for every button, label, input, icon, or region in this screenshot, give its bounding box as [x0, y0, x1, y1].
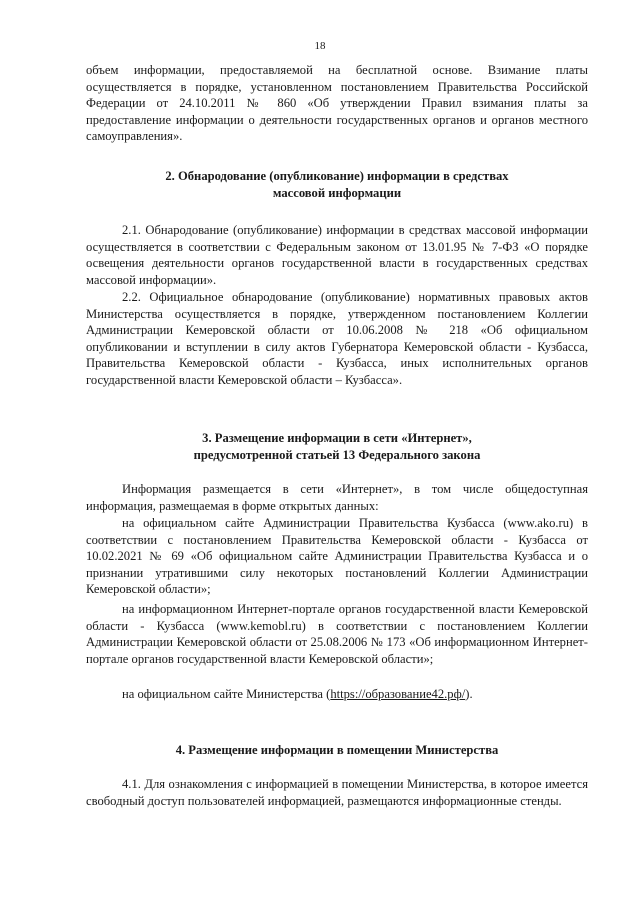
paragraph-intro: объем информации, предоставляемой на бесплатной основе. Взимание платы осуществляется в порядке, установленном постановлением Правительства Российской Федерации от 24.10.2011 № 860 «Об утверждении Правил взимания платы за предоставление информации о деятельности государственных органов и органов местного самоуправления». — [86, 63, 588, 144]
section-2-heading — [86, 168, 588, 201]
ministry-site-text-after: ). — [465, 687, 473, 701]
page-number: 18 — [314, 40, 326, 52]
section-4-heading: 4. Размещение информации в помещении Министерства — [175, 743, 499, 757]
section-2-heading-line-2: массовой информации — [272, 185, 402, 200]
paragraph-3-intro: Информация размещается в сети «Интернет», в том числе общедоступная информация, размещаемая в форме открытых данных: — [86, 482, 588, 513]
section-3-heading — [86, 430, 588, 463]
section-3-heading-line-2: предусмотренной статьей 13 Федерального закона — [193, 447, 481, 462]
paragraph-2-1: 2.1. Обнародование (опубликование) информации в средствах массовой информации осуществляется в соответствии с Федеральным законом от 13.01.95 № 7-ФЗ «О порядке освещения деятельности органов государственной власти в государственных средствах массовой информации». — [86, 223, 588, 287]
ministry-site-text-before: на официальном сайте Министерства ( — [122, 687, 331, 701]
paragraph-3-ministry-site — [86, 686, 588, 703]
paragraph-3-kemobl: на информационном Интернет-портале органов государственной власти Кемеровской области - Кузбасса (www.kemobl.ru) в соответствии с постановлением Коллегии Администрации Кемеровской области от 25.08.2006 № 173 «Об информационном Интернет-портале органов государственной власти Кемеровской области»; — [86, 602, 588, 666]
section-3-heading-line-1: 3. Размещение информации в сети «Интернет», — [202, 431, 472, 445]
section-2-heading-line-1: 2. Обнародование (опубликование) информации в средствах — [165, 169, 509, 183]
paragraph-2-2: 2.2. Официальное обнародование (опубликование) нормативных правовых актов Министерства осуществляется в порядке, утвержденном постановлением Коллегии Администрации Кемеровской области от 10.06.2008 № 218 «Об официальном опубликовании и вступлении в силу актов Губернатора Кемеровской области - Кузбасса, Правительства Кемеровской области - Кузбасса, иных исполнительных органов государственной власти Кемеровской области – Кузбасса». — [86, 290, 588, 387]
paragraph-4-1: 4.1. Для ознакомления с информацией в помещении Министерства, в которое имеется свободный доступ пользователей информацией, размещаются информационные стенды. — [86, 777, 588, 808]
ministry-site-link[interactable]: https://образование42.рф/ — [330, 687, 466, 701]
paragraph-3-ako: на официальном сайте Администрации Правительства Кузбасса (www.ako.ru) в соответствии с постановлением Правительства Кемеровской области - Кузбасса от 10.02.2021 № 69 «Об официальном сайте Администрации Правительства Кузбасса и о признании утратившими силу некоторых постановлений Коллегии Администрации Кемеровской области»; — [86, 516, 588, 597]
